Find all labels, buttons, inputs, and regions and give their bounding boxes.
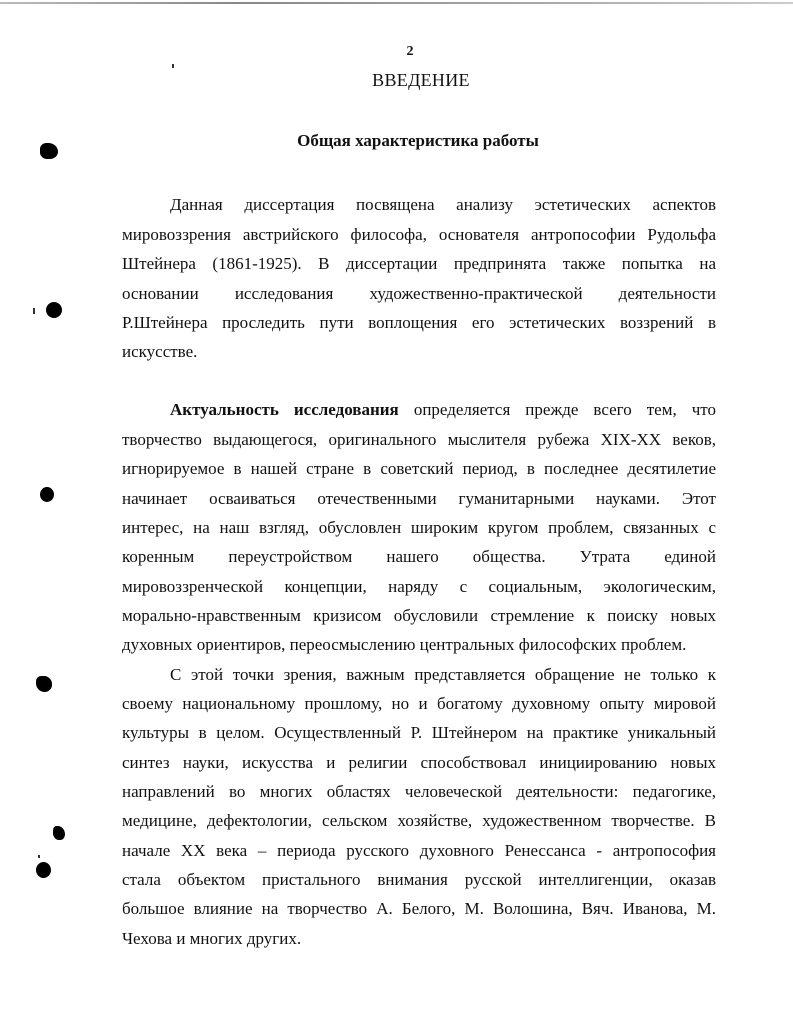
punch-hole-mark [36, 676, 52, 692]
text-line: игнорируемое в нашей стране в советский период, в последнее десятилетие [122, 459, 716, 478]
text-line: своему национальному прошлому, но и богатому духовному опыту мировой [122, 694, 716, 713]
text-line: духовных ориентиров, переосмыслению центральных философских проблем. [122, 635, 687, 654]
text-line: творчество выдающегося, оригинального мыслителя рубежа XIX-XX веков, [122, 430, 716, 449]
text-line-rest: определяется прежде всего тем, что [413, 400, 717, 419]
text-line: Чехова и многих других. [122, 929, 302, 948]
text-line: начинает осваиваться отечественными гуманитарными науками. Этот [122, 489, 716, 508]
text-line [122, 400, 716, 420]
text-line: культуры в целом. Осуществленный Р. Штейнером на практике уникальный [122, 723, 716, 742]
text-line: синтез науки, искусства и религии способствовал инициированию новых [122, 753, 716, 772]
bold-lead-term: Актуальность исследования [170, 400, 399, 419]
punch-hole-mark [36, 862, 51, 878]
section-subtitle: Общая характеристика работы [297, 131, 539, 150]
text-line: коренным переустройством нашего общества. Утрата единой [122, 547, 716, 566]
punch-hole-mark [40, 487, 54, 502]
text-line: С этой точки зрения, важным представляется обращение не только к [170, 665, 716, 684]
text-line: морально-нравственным кризисом обусловили стремление к поиску новых [122, 606, 716, 625]
section-title: ВВЕДЕНИЕ [372, 70, 470, 90]
scan-edge-line [0, 2, 793, 4]
text-line: мировоззренческой концепции, наряду с социальным, экологическим, [122, 577, 716, 596]
text-line: основании исследования художественно-практической деятельности [122, 284, 716, 303]
text-line: стала объектом пристального внимания русской интеллигенции, оказав [122, 870, 716, 889]
page-number: 2 [406, 44, 414, 59]
text-line: интерес, на наш взгляд, обусловлен широким кругом проблем, связанных с [122, 518, 716, 537]
text-line: начале XX века – периода русского духовного Ренессанса - антропософия [122, 841, 716, 860]
text-line: большое влияние на творчество А. Белого, М. Волошина, Вяч. Иванова, М. [122, 899, 716, 918]
text-line: мировоззрения австрийского философа, основателя антропософии Рудольфа [122, 225, 716, 244]
scan-speck [33, 308, 35, 314]
scan-speck [172, 64, 174, 68]
text-line: искусстве. [122, 342, 198, 361]
punch-hole-mark [46, 302, 62, 318]
punch-hole-mark [40, 143, 58, 159]
punch-hole-mark [53, 826, 65, 840]
text-line: Р.Штейнера проследить пути воплощения его эстетических воззрений в [122, 313, 716, 332]
text-line: Данная диссертация посвящена анализу эстетических аспектов [170, 195, 716, 214]
text-line: Штейнера (1861-1925). В диссертации предпринята также попытка на [122, 254, 716, 273]
scan-speck [38, 855, 40, 858]
text-line: направлений во многих областях человеческой деятельности: педагогике, [122, 782, 716, 801]
text-line: медицине, дефектологии, сельском хозяйстве, художественном творчестве. В [122, 811, 716, 830]
